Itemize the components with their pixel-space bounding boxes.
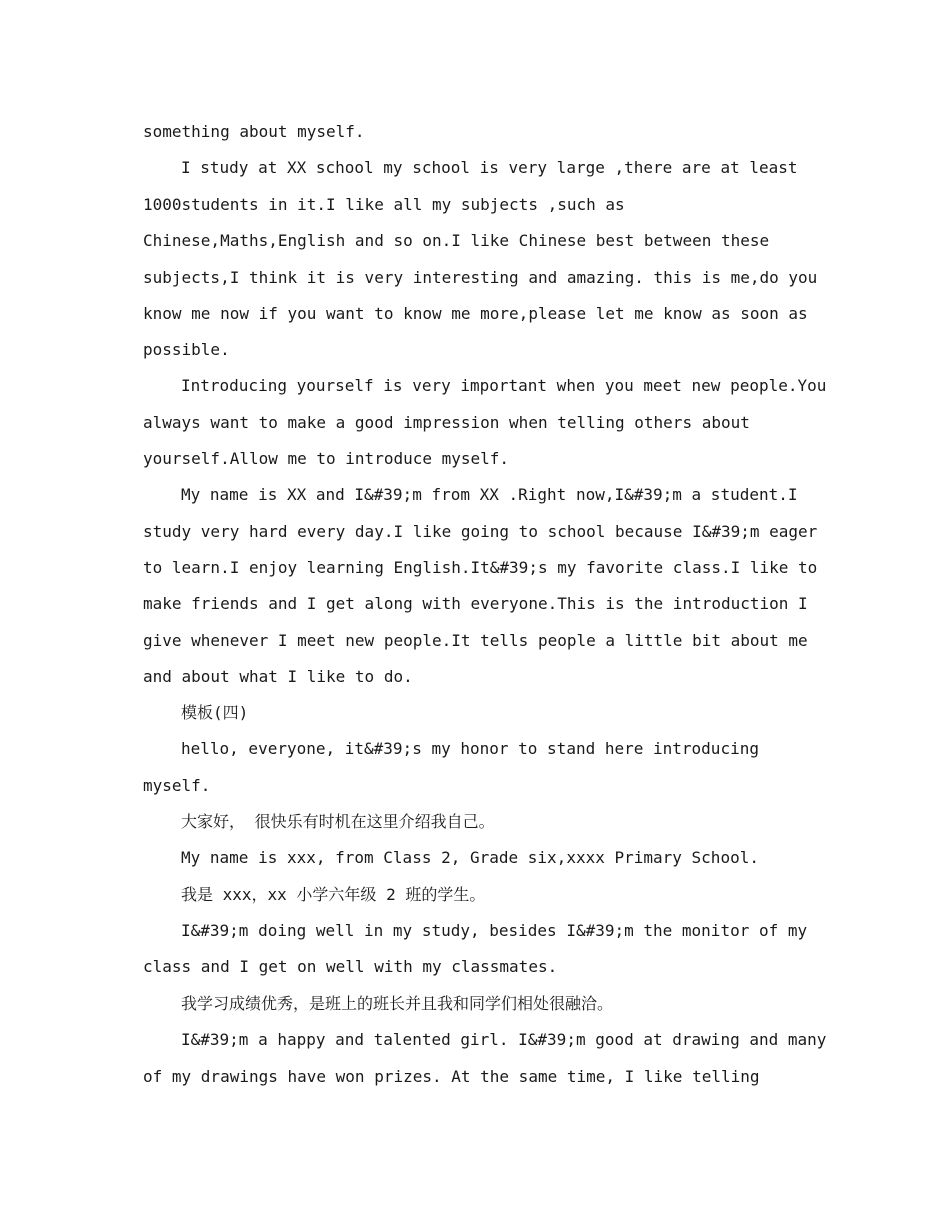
paragraph-first-line: My name is XX and I&#39;m from XX .Right now,I&#39;m a student.I	[181, 485, 798, 504]
text-line: make friends and I get along with everyone.This is the introduction I	[143, 594, 808, 613]
paragraph-first-line: I&#39;m doing well in my study, besides I&#39;m the monitor of my	[181, 921, 808, 940]
text-line: Chinese,Maths,English and so on.I like Chinese best between these	[143, 231, 770, 250]
text-line: and about what I like to do.	[143, 667, 413, 686]
text-line: give whenever I meet new people.It tells people a little bit about me	[143, 631, 808, 650]
text-line: yourself.Allow me to introduce myself.	[143, 449, 510, 468]
section-heading: 模板(四)	[181, 703, 249, 722]
text-line: to learn.I enjoy learning English.It&#39;s my favorite class.I like to	[143, 558, 818, 577]
paragraph-first-line: I study at XX school my school is very large ,there are at least	[181, 158, 798, 177]
paragraph-first-line: Introducing yourself is very important when you meet new people.You	[181, 376, 827, 395]
paragraph-first-line: hello, everyone, it&#39;s my honor to stand here introducing	[181, 739, 759, 758]
paragraph-first-line: My name is xxx, from Class 2, Grade six,xxxx Primary School.	[181, 848, 759, 867]
text-line: possible.	[143, 340, 230, 359]
text-line: study very hard every day.I like going to school because I&#39;m eager	[143, 522, 818, 541]
text-line: myself.	[143, 776, 211, 795]
text-line: class and I get on well with my classmates.	[143, 957, 558, 976]
chinese-translation-line: 我学习成绩优秀，是班上的班长并且我和同学们相处很融洽。	[181, 994, 614, 1013]
text-line: something about myself.	[143, 122, 365, 141]
text-line: know me now if you want to know me more,please let me know as soon as	[143, 304, 808, 323]
text-line: of my drawings have won prizes. At the same time, I like telling	[143, 1067, 760, 1086]
text-line: subjects,I think it is very interesting and amazing. this is me,do you	[143, 268, 818, 287]
text-line: always want to make a good impression when telling others about	[143, 413, 750, 432]
paragraph-first-line: I&#39;m a happy and talented girl. I&#39;m good at drawing and many	[181, 1030, 827, 1049]
chinese-translation-line: 我是 xxx，xx 小学六年级 2 班的学生。	[181, 885, 486, 904]
chinese-translation-line: 大家好， 很快乐有时机在这里介绍我自己。	[181, 812, 495, 831]
text-line: 1000students in it.I like all my subjects ,such as	[143, 195, 625, 214]
